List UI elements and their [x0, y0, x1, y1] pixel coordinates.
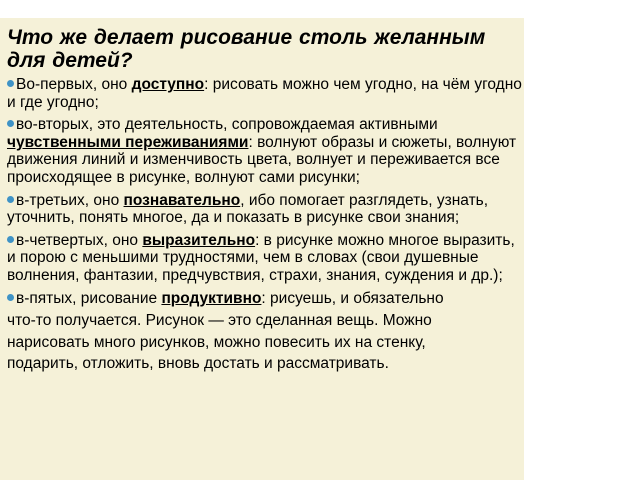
- list-item: [7, 76, 527, 111]
- list-item: [7, 232, 527, 285]
- slide-content: [7, 26, 527, 375]
- item-text: : в рисунке можно многое выразить, и порою с меньшими трудностями, чем в словах (свои душевные волнения, фантазии, предчувствия, страхи, знания, суждения и др.);: [7, 231, 515, 284]
- item-keyword: доступно: [131, 76, 205, 93]
- slide-title: Что же делает рисование столь желанным для детей?: [7, 26, 486, 72]
- item-text: в-третьих, оно: [16, 191, 124, 209]
- item-keyword: познавательно: [123, 191, 241, 209]
- item-keyword: выразительно: [142, 231, 256, 249]
- item-keyword: чувственными переживаниями: [7, 133, 249, 151]
- bullet-icon: [7, 120, 14, 127]
- item-text: в-пятых, рисование: [16, 289, 162, 307]
- list-item: [7, 116, 527, 186]
- item-text: : рисовать можно чем угодно, на чём угодно и где угодно;: [7, 76, 522, 111]
- bullet-icon: [7, 196, 14, 203]
- list-item: [7, 290, 527, 308]
- continuation-line: подарить, отложить, вновь достать и рассматривать.: [7, 355, 389, 373]
- item-text: : волнуют образы и сюжеты, волнуют движения линий и изменчивость цвета, волнует и переживается все происходящее в рисунке, волнуют сами рисунки;: [7, 133, 517, 186]
- item-keyword: продуктивно: [161, 289, 262, 307]
- bullet-icon: [7, 80, 14, 87]
- item-text: в-четвертых, оно: [16, 231, 143, 249]
- item-text: во-вторых, это деятельность, сопровождаемая активными: [16, 116, 438, 134]
- bullet-icon: [7, 236, 14, 243]
- bullet-icon: [7, 294, 14, 301]
- item-text: : рисуешь, и обязательно: [261, 289, 444, 307]
- item-text: , ибо помогает разглядеть, узнать, уточнить, понять многое, да и показать в рисунке свои знания;: [7, 191, 489, 227]
- list-item: [7, 192, 527, 227]
- continuation-line: нарисовать много рисунков, можно повесить их на стенку,: [7, 333, 426, 351]
- item-text: Во-первых, оно: [16, 76, 132, 93]
- continuation-line: что-то получается. Рисунок — это сделанная вещь. Можно: [7, 312, 432, 330]
